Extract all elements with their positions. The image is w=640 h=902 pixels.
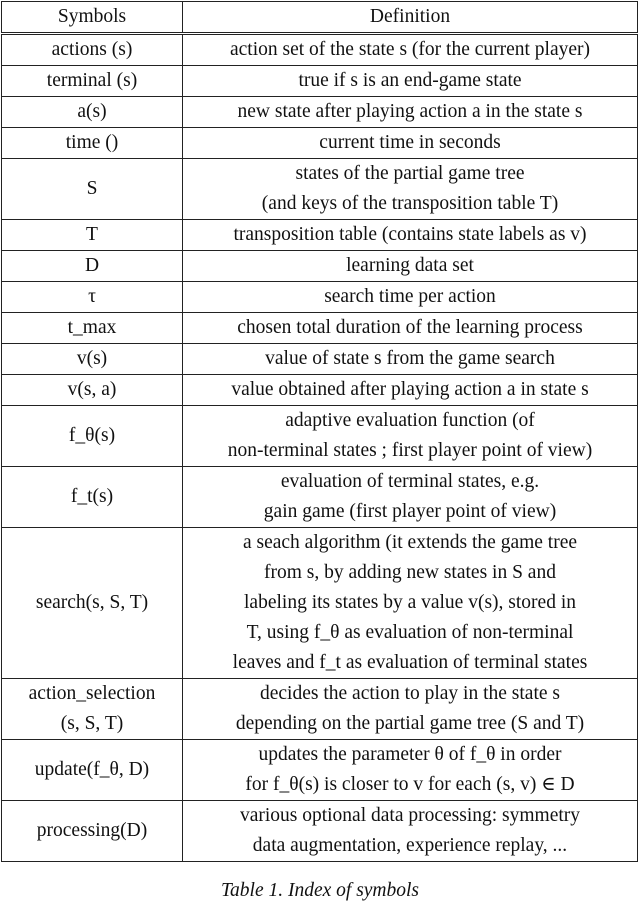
definition-cell: decides the action to play in the state s depending on the partial game tree (S and T): [183, 679, 638, 740]
table-row: [2, 34, 638, 66]
table-row: [2, 801, 638, 862]
table-header-row: [2, 2, 638, 34]
table-row: [2, 159, 638, 220]
symbol-cell: processing(D): [2, 801, 183, 862]
definition-cell: adaptive evaluation function (of non-terminal states ; first player point of view): [183, 406, 638, 467]
table-row: [2, 97, 638, 128]
table-row: [2, 282, 638, 313]
table-row: [2, 251, 638, 282]
definition-cell: true if s is an end-game state: [183, 66, 638, 97]
definition-cell: evaluation of terminal states, e.g. gain game (first player point of view): [183, 467, 638, 528]
table-row: [2, 375, 638, 406]
table-row: [2, 406, 638, 467]
symbol-cell: f_t(s): [2, 467, 183, 528]
table-row: [2, 467, 638, 528]
definition-cell: transposition table (contains state labels as v): [183, 220, 638, 251]
symbol-cell: v(s): [2, 344, 183, 375]
table-row: [2, 679, 638, 740]
definition-cell: value of state s from the game search: [183, 344, 638, 375]
table-row: [2, 220, 638, 251]
symbol-cell: S: [2, 159, 183, 220]
definition-cell: action set of the state s (for the current player): [183, 34, 638, 66]
definition-cell: current time in seconds: [183, 128, 638, 159]
symbol-cell: search(s, S, T): [2, 528, 183, 679]
symbol-cell: D: [2, 251, 183, 282]
definition-cell: chosen total duration of the learning process: [183, 313, 638, 344]
symbol-cell: terminal (s): [2, 66, 183, 97]
table-row: [2, 128, 638, 159]
table-row: [2, 66, 638, 97]
table-caption: Table 1. Index of symbols: [220, 880, 420, 901]
header-symbols: Symbols: [2, 2, 183, 34]
symbol-cell: f_θ(s): [2, 406, 183, 467]
symbol-cell: τ: [2, 282, 183, 313]
definition-cell: a seach algorithm (it extends the game tree from s, by adding new states in S and labeling its states by a value v(s), stored in T, using f_θ as evaluation of non-terminal leaves and f_t as evaluation of terminal states: [183, 528, 638, 679]
symbol-cell: action_selection (s, S, T): [2, 679, 183, 740]
table-row: [2, 528, 638, 679]
symbol-cell: update(f_θ, D): [2, 740, 183, 801]
definition-cell: states of the partial game tree (and keys of the transposition table T): [183, 159, 638, 220]
symbol-cell: t_max: [2, 313, 183, 344]
definition-cell: search time per action: [183, 282, 638, 313]
definition-cell: value obtained after playing action a in state s: [183, 375, 638, 406]
definition-cell: updates the parameter θ of f_θ in order for f_θ(s) is closer to v for each (s, v) ∈ D: [183, 740, 638, 801]
symbol-cell: T: [2, 220, 183, 251]
table-row: [2, 740, 638, 801]
table-row: [2, 313, 638, 344]
symbol-cell: time (): [2, 128, 183, 159]
symbols-table: [1, 1, 638, 862]
table-row: [2, 344, 638, 375]
definition-cell: learning data set: [183, 251, 638, 282]
definition-cell: new state after playing action a in the state s: [183, 97, 638, 128]
symbol-cell: actions (s): [2, 34, 183, 66]
header-definition: Definition: [183, 2, 638, 34]
definition-cell: various optional data processing: symmetry data augmentation, experience replay, ...: [183, 801, 638, 862]
symbol-cell: v(s, a): [2, 375, 183, 406]
symbol-cell: a(s): [2, 97, 183, 128]
